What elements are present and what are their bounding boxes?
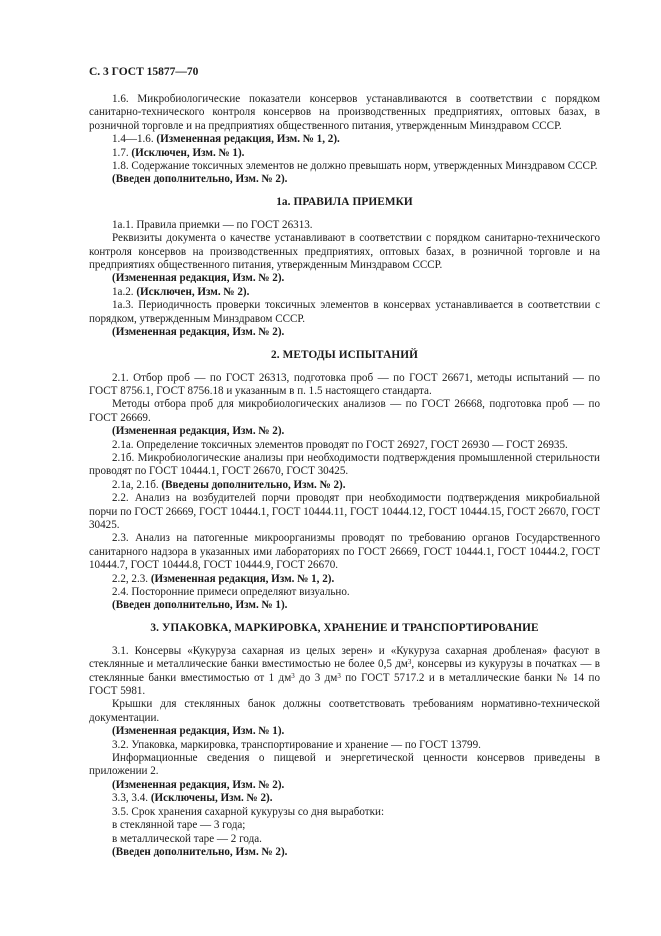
note-3-2: (Измененная редакция, Изм. № 2). <box>112 778 285 791</box>
text-run: по ГОСТ 5717.2 и в металлические банки № 14 по ГОСТ 5981. <box>89 671 600 698</box>
running-header: С. 3 ГОСТ 15877—70 <box>89 66 199 78</box>
note-1a-3: (Измененная редакция, Изм. № 2). <box>112 326 285 339</box>
amendment-note: (Исключен, Изм. № 2). <box>136 285 250 298</box>
superscript: 3 <box>291 671 295 680</box>
clause-number: 2.1а, 2.1б. <box>112 478 162 491</box>
paragraph-3-1 <box>89 645 600 699</box>
clause-number: 1.7. <box>112 146 132 159</box>
paragraph-1-6: 1.6. Микробиологические показатели консервов устанавливаются в соответствии с порядком санитарно-технического контроля консервов на производственных предприятиях, оптовых базах, в розничной торговле и на предприятиях общественного питания, утвержденным Минздравом СССР. <box>89 93 600 132</box>
amendment-note: (Введены дополнительно, Изм. № 2). <box>161 478 346 491</box>
paragraph-3-2b: Информационные сведения о пищевой и энергетической ценности консервов приведены в приложении 2. <box>89 752 600 778</box>
paragraph-1-8: 1.8. Содержание токсичных элементов не должно превышать норм, утвержденных Минздравом СССР. <box>112 160 598 173</box>
paragraph-2-4: 2.4. Посторонние примеси определяют визуально. <box>112 586 350 598</box>
note-2-1a-2-1b <box>89 479 600 492</box>
paragraph-2-1b2: 2.1б. Микробиологические анализы при необходимости подтверждения промышленной стерильности проводят по ГОСТ 10444.1, ГОСТ 26670, ГОСТ 30425. <box>89 451 600 478</box>
amendment-note: (Измененная редакция, Изм. № 1, 2). <box>150 572 335 585</box>
text-run: до 3 дм <box>294 671 338 684</box>
note-2-1: (Измененная редакция, Изм. № 2). <box>112 425 285 438</box>
paragraph-1a-1: 1а.1. Правила приемки — по ГОСТ 26313. <box>112 218 313 231</box>
paragraph-2-3: 2.3. Анализ на патогенные микроорганизмы проводят по требованию органов Государственного санитарного надзора в указанных ими лабораториях по ГОСТ 26669, ГОСТ 10444.1, ГОСТ 10444.2, ГОСТ 10444.7, ГОСТ 10444.8, ГОСТ 10444.9, ГОСТ 26670. <box>89 532 600 572</box>
note-3-5: (Введен дополнительно, Изм. № 2). <box>112 845 288 858</box>
note-1-7 <box>89 147 600 160</box>
clause-number: 1а.2. <box>112 285 137 298</box>
paragraph-3-5: 3.5. Срок хранения сахарной кукурузы со дня выработки: <box>112 805 385 818</box>
section-title-2: 2. МЕТОДЫ ИСПЫТАНИЙ <box>270 348 418 361</box>
note-3-1: (Измененная редакция, Изм. № 1). <box>112 725 285 738</box>
text-run: 3.1. Консервы «Кукуруза сахарная из целых зерен» и «Кукуруза сахарная дробленая» фасуют в стеклянные и металлические банки вместимостью не более 0,5 дм <box>89 644 600 671</box>
paragraph-2-1a: 2.1а. Определение токсичных элементов проводят по ГОСТ 26927, ГОСТ 26930 — ГОСТ 26935. <box>112 438 568 451</box>
clause-number: 1.4—1.6. <box>112 133 157 146</box>
paragraph-2-1: 2.1. Отбор проб — по ГОСТ 26313, подготовка проб — по ГОСТ 26671, методы испытаний — по ГОСТ 8756.1, ГОСТ 8756.18 и указанным в п. 1.5 настоящего стандарта. <box>89 371 600 397</box>
section-1-continued <box>89 93 600 187</box>
note-1-8: (Введен дополнительно, Изм. № 2). <box>112 173 288 186</box>
paragraph-3-5b: в металлической таре — 2 года. <box>112 832 262 845</box>
text-run: , консервы из кукурузы в початках — в стеклянные банки вместимостью от 1 дм <box>89 658 601 684</box>
clause-number: 3.3, 3.4. <box>112 792 151 805</box>
paragraph-1a-3: 1а.3. Периодичность проверки токсичных элементов в консервах устанавливается в соответствии с порядком, утвержденным Минздравом СССР. <box>89 299 600 325</box>
paragraph-3-1b: Крышки для стеклянных банок должны соответствовать требованиям нормативно-технической документации. <box>89 698 600 724</box>
section-title-3: 3. УПАКОВКА, МАРКИРОВКА, ХРАНЕНИЕ И ТРАНСПОРТИРОВАНИЕ <box>150 621 539 634</box>
paragraph-2-2: 2.2. Анализ на возбудителей порчи проводят при необходимости подтверждения микробиальной порчи по ГОСТ 26669, ГОСТ 10444.1, ГОСТ 10444.11, ГОСТ 10444.12, ГОСТ 10444.15, ГОСТ 26670, ГОСТ 30425. <box>89 492 600 531</box>
paragraph-2-1b: Методы отбора проб для микробиологических анализов — по ГОСТ 26668, подготовка проб — по ГОСТ 26669. <box>89 398 600 424</box>
section-1a <box>89 219 600 340</box>
section-2 <box>89 372 600 613</box>
section-title-1a: 1а. ПРАВИЛА ПРИЕМКИ <box>276 195 413 208</box>
paragraph-3-2: 3.2. Упаковка, маркировка, транспортирование и хранение — по ГОСТ 13799. <box>112 738 481 751</box>
superscript: 3 <box>407 658 412 667</box>
section-3 <box>89 645 600 860</box>
paragraph-3-5a: в стеклянной таре — 3 года; <box>112 819 246 832</box>
amendment-note: (Исключены, Изм. № 2). <box>150 792 273 805</box>
note-1-4-1-6 <box>89 133 600 146</box>
note-1a-1: (Измененная редакция, Изм. № 2). <box>112 272 285 285</box>
note-2-4: (Введен дополнительно, Изм. № 1). <box>112 599 288 612</box>
note-3-3-3-4 <box>89 792 600 805</box>
amendment-note: (Измененная редакция, Изм. № 1, 2). <box>156 133 340 146</box>
note-1a-2 <box>89 286 600 299</box>
clause-number: 2.2, 2.3. <box>112 572 151 585</box>
note-2-2-2-3 <box>89 573 600 586</box>
paragraph-1a-1b: Реквизиты документа о качестве устанавливают в соответствии с порядком санитарно-технического контроля консервов на производственных предприятиях, оптовых базах, в розничной торговле и на предприятиях общественного питания, утвержденным Минздравом СССР. <box>89 232 600 272</box>
amendment-note: (Исключен, Изм. № 1). <box>131 146 245 159</box>
superscript: 3 <box>337 671 341 680</box>
